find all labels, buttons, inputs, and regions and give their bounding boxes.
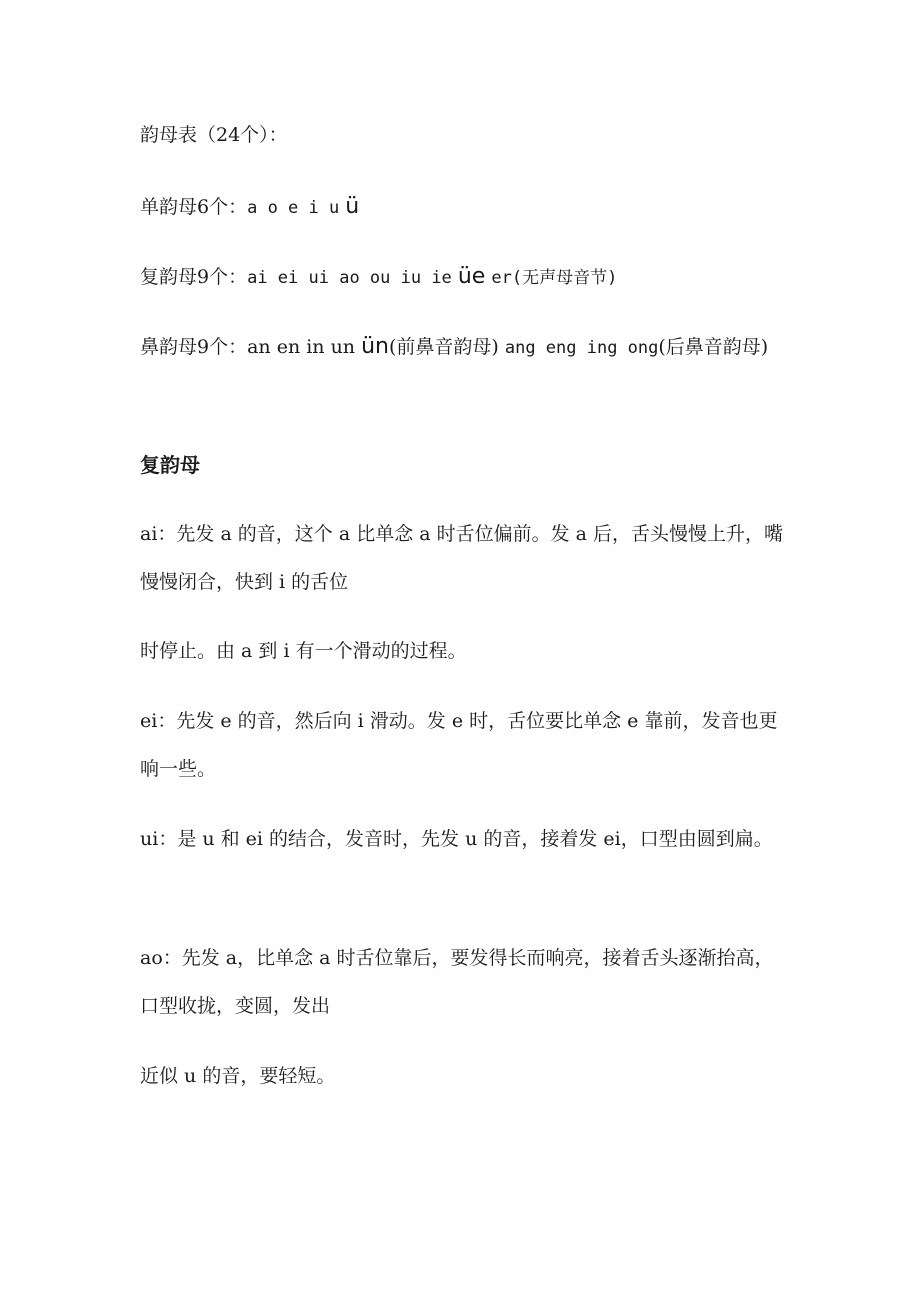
paragraph-ai-continued: 时停止。由 a 到 i 有一个滑动的过程。	[140, 640, 467, 662]
nasal-finals-front: an en in un	[247, 336, 356, 358]
compound-finals-tail: er(无声母音节)	[491, 268, 618, 288]
nasal-finals-label: 鼻韵母9个：	[140, 336, 248, 358]
paragraph-ui: ui：是 u 和 ei 的结合，发音时，先发 u 的音，接着发 ei，口型由圆到扁。	[140, 828, 773, 850]
simple-finals-special: ü	[345, 194, 360, 219]
simple-finals-line	[140, 183, 785, 232]
compound-finals-list: ai ei ui ao ou iu ie	[247, 268, 452, 288]
paragraph-ao-continued: 近似 u 的音，要轻短。	[140, 1065, 336, 1087]
compound-finals-line	[140, 253, 785, 302]
final-table-title: 韵母表（24个）：	[140, 124, 288, 146]
compound-finals-label: 复韵母9个：	[140, 266, 248, 288]
nasal-back-note: (后鼻音韵母)	[658, 336, 769, 358]
section-heading: 复韵母	[140, 453, 200, 477]
paragraph-ao: ao：先发 a，比单念 a 时舌位靠后，要发得长而响亮，接着舌头逐渐抬高，口型收拢，变圆，发出	[140, 947, 774, 1017]
paragraph-ei: ei：先发 e 的音，然后向 i 滑动。发 e 时，舌位要比单念 e 靠前，发音也更响一些。	[140, 710, 778, 780]
nasal-finals-line	[140, 323, 785, 372]
compound-finals-special: üe	[457, 264, 486, 289]
simple-finals-label: 单韵母6个：	[140, 196, 248, 218]
simple-finals-list: a o e i u	[247, 198, 340, 218]
paragraph-ai: ai：先发 a 的音，这个 a 比单念 a 时舌位偏前。发 a 后，舌头慢慢上升，嘴慢慢闭合，快到 i 的舌位	[140, 523, 784, 593]
nasal-finals-back: ang eng ing ong	[504, 338, 659, 358]
nasal-front-note: (前鼻音韵母)	[388, 336, 499, 358]
nasal-finals-special: ün	[361, 334, 389, 359]
